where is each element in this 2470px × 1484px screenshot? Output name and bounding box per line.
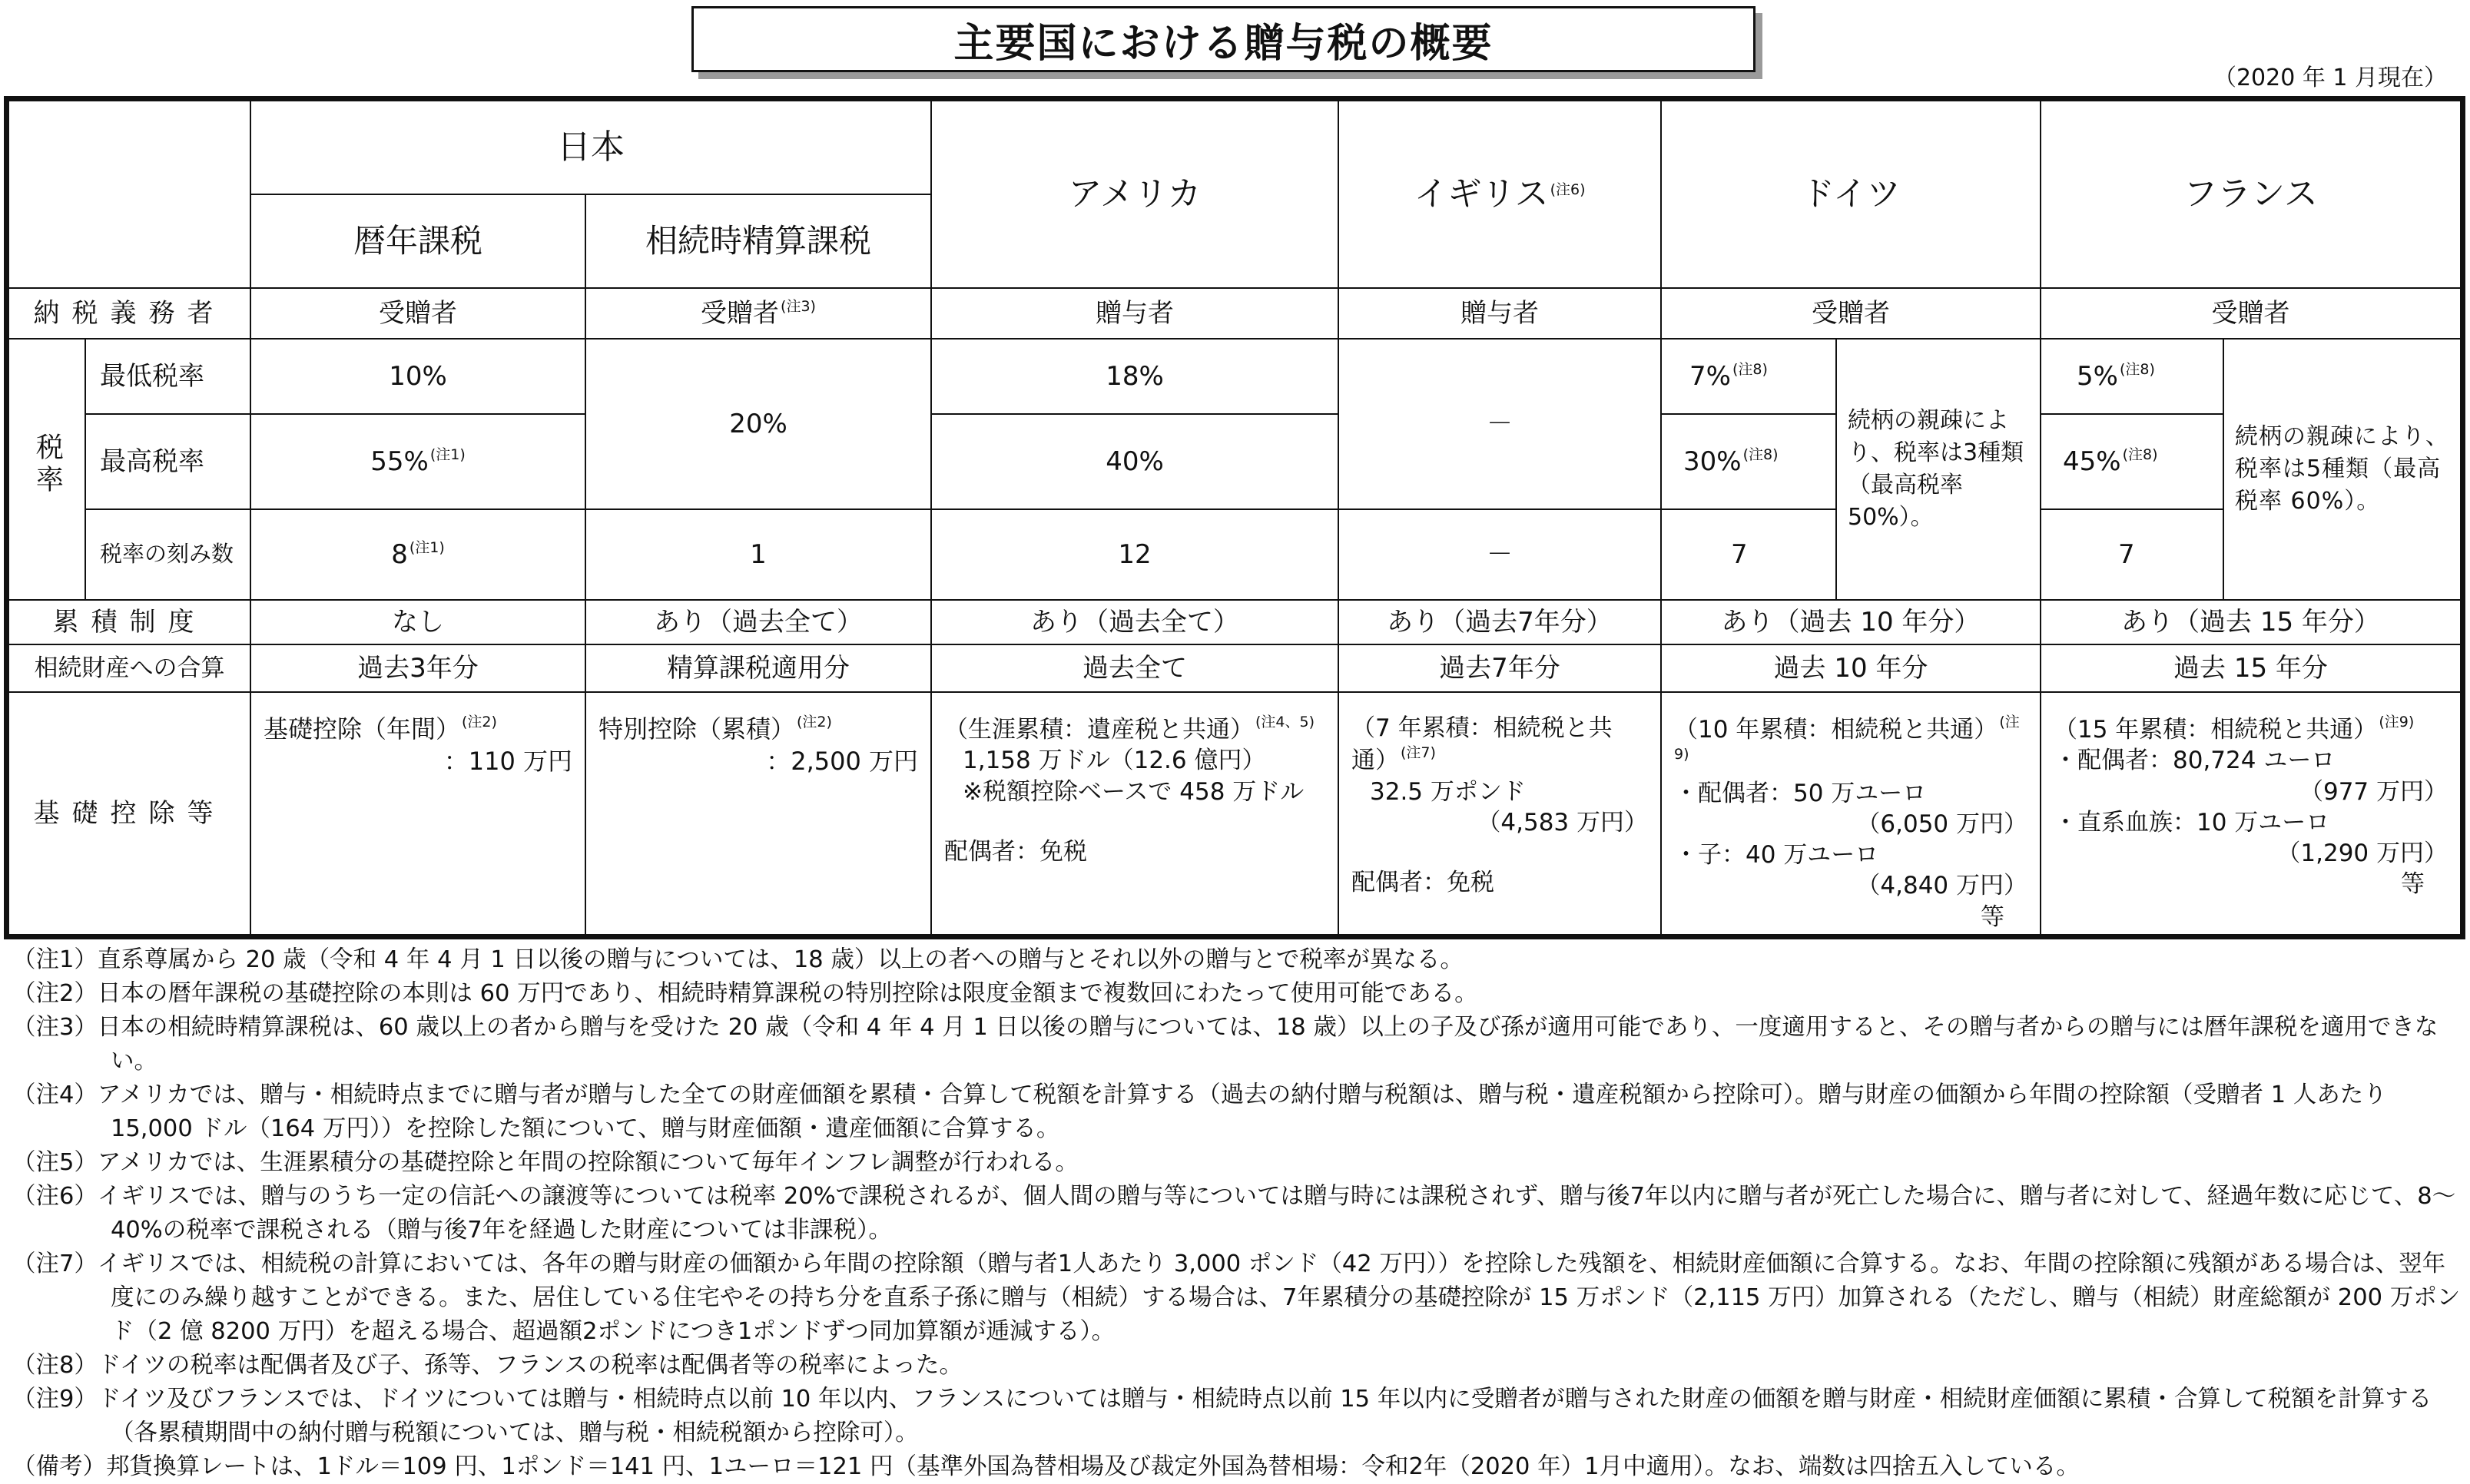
- deduct-fr-line2: ・配偶者：80,724 ユーロ: [2054, 747, 2336, 775]
- steps-jp-annual-value: 8: [391, 538, 408, 570]
- accum-de: あり（過去 10 年分）: [1661, 600, 2041, 644]
- accum-usa: あり（過去全て）: [931, 600, 1338, 644]
- merge-jp-annual: 過去3年分: [250, 644, 585, 692]
- min-rate-jp-annual: 10%: [250, 339, 585, 414]
- deduct-de-line6: 等: [1981, 903, 2004, 931]
- deduct-de-line3: （6,050 万円）: [1856, 810, 2027, 838]
- deduct-de-line2: ・配偶者：50 万ユーロ: [1674, 779, 1927, 807]
- row-label-accumulation: 累積制度: [8, 600, 250, 644]
- corner-cell: [8, 101, 250, 288]
- max-rate-jp-annual: [250, 414, 585, 509]
- deduct-uk-line2: 32.5 万ポンド: [1370, 777, 1526, 806]
- rate-jp-settle: 20%: [585, 339, 931, 509]
- steps-uk: －: [1338, 509, 1661, 600]
- header-uk-label: イギリス: [1414, 174, 1549, 214]
- tax-rate-label-text: 税率: [31, 432, 64, 498]
- accum-fr: あり（過去 15 年分）: [2041, 600, 2461, 644]
- deduct-fr: [2041, 692, 2461, 935]
- header-japan-annual: 暦年課税: [250, 194, 585, 288]
- row-label-steps: 税率の刻み数: [85, 509, 250, 600]
- deduct-fr-line4: ・直系血族：10 万ユーロ: [2054, 808, 2330, 836]
- taxpayer-jp-settle-value: 受贈者: [701, 297, 780, 329]
- steps-fr: 7: [2041, 509, 2223, 600]
- rate-note-fr: 続柄の親疎により、税率は5種類（最高税率 60%）。: [2223, 339, 2461, 600]
- min-rate-de-value: 7%: [1689, 360, 1731, 392]
- deduct-jp-settle: [585, 692, 931, 935]
- min-rate-fr-value: 5%: [2077, 360, 2118, 392]
- deduct-usa: [931, 692, 1338, 935]
- deduct-uk-line4: 配偶者：免税: [1351, 869, 1494, 897]
- deduct-uk-line1: [1351, 713, 1648, 777]
- deduct-fr-note: (注9): [2379, 714, 2415, 730]
- row-label-deduction: 基礎控除等: [8, 692, 250, 935]
- row-label-taxpayer: 納税義務者: [8, 288, 250, 339]
- header-france: フランス: [2041, 101, 2461, 288]
- steps-jp-annual: [250, 509, 585, 600]
- max-rate-jp-annual-note: (注1): [429, 446, 466, 463]
- taxpayer-jp-settle-note: (注3): [781, 297, 816, 315]
- min-rate-fr: [2041, 339, 2223, 414]
- max-rate-usa: 40%: [931, 414, 1338, 509]
- min-rate-usa: 18%: [931, 339, 1338, 414]
- steps-jp-annual-note: (注1): [409, 538, 445, 556]
- accum-jp-annual: なし: [250, 600, 585, 644]
- deduct-jp-annual: [250, 692, 585, 935]
- header-japan: 日本: [250, 101, 931, 194]
- deduct-jp-annual-line1-text: 基礎控除（年間）: [264, 714, 461, 744]
- header-japan-settlement: 相続時精算課税: [585, 194, 931, 288]
- taxpayer-de: 受贈者: [1661, 288, 2041, 339]
- deduct-fr-line1: [2054, 713, 2448, 745]
- header-uk-note: (注6): [1550, 181, 1586, 199]
- max-rate-fr-value: 45%: [2063, 446, 2121, 477]
- footnote-7: （注7）イギリスでは、相続税の計算においては、各年の贈与財産の価額から年間の控除額（贈与者1人あたり 3,000 ポンド（42 万円））を控除した残額を、相続財産価額に合算する。なお、年間の控除額に残額がある場合は、翌年度にのみ繰り越すことができる。また、居住している住宅やその持ち分を直系子孫に贈与（相続）する場合は、7年累積分の基礎控除が 15 万ポンド（2,115 万円）加算される（ただし、贈与（相続）財産総額が 200 万ポンド（2 億 8200 万円）を超える場合、超過額2ポンドにつき1ポンドずつ同加算額が逓減する）。: [12, 1250, 2461, 1345]
- taxpayer-uk: 贈与者: [1338, 288, 1661, 339]
- deduct-fr-line1-text: （15 年累積：相続税と共通）: [2054, 716, 2378, 744]
- steps-de: 7: [1661, 509, 1836, 600]
- deduct-de-line4: ・子：40 万ユーロ: [1674, 841, 1879, 870]
- deduct-usa-note: (注4、5): [1255, 714, 1315, 730]
- deduct-usa-line1-text: （生涯累積：遺産税と共通）: [944, 716, 1254, 744]
- min-rate-de: [1661, 339, 1836, 414]
- rate-note-de: 続柄の親疎により、税率は3種類（最高税率 50%）。: [1836, 339, 2041, 600]
- footnote-4: （注4）アメリカでは、贈与・相続時点までに贈与者が贈与した全ての財産価額を累積・合算して税額を計算する（過去の納付贈与税額は、贈与税・遺産税額から控除可）。贈与財産の価額から年間の控除額（受贈者 1 人あたり 15,000 ドル（164 万円））を控除した額について、贈与財産価額・遺産価額に合算する。: [12, 1082, 2387, 1142]
- rate-uk: －: [1338, 339, 1661, 509]
- row-label-min-rate: 最低税率: [85, 339, 250, 414]
- deduct-usa-line2: 1,158 万ドル（12.6 億円）: [963, 747, 1266, 775]
- row-label-tax-rate: [8, 339, 85, 600]
- deduct-usa-line1: [944, 713, 1325, 745]
- steps-jp-settle: 1: [585, 509, 931, 600]
- accum-uk: あり（過去7年分）: [1338, 600, 1661, 644]
- deduct-fr-line6: 等: [2401, 870, 2425, 899]
- max-rate-de-note: (注8): [1742, 446, 1779, 463]
- header-usa: アメリカ: [931, 101, 1338, 288]
- merge-de: 過去 10 年分: [1661, 644, 2041, 692]
- deduct-uk-note: (注7): [1401, 744, 1436, 762]
- deduct-fr-line5: （1,290 万円）: [2276, 840, 2448, 868]
- merge-uk: 過去7年分: [1338, 644, 1661, 692]
- header-germany: ドイツ: [1661, 101, 2041, 288]
- merge-usa: 過去全て: [931, 644, 1338, 692]
- header-uk: [1338, 101, 1661, 288]
- footnote-3: （注3）日本の相続時精算課税は、60 歳以上の者から贈与を受けた 20 歳（令和 4 年 4 月 1 日以後の贈与については、18 歳）以上の子及び孫が適用可能であり、一度適用すると、その贈与者からの贈与には暦年課税を適用できない。: [12, 1014, 2439, 1075]
- footnote-2: （注2）日本の暦年課税の基礎控除の本則は 60 万円であり、相続時精算課税の特別控除は限度金額まで複数回にわたって使用可能である。: [12, 980, 1478, 1007]
- taxpayer-fr: 受贈者: [2041, 288, 2461, 339]
- deduct-usa-line4: 配偶者：免税: [944, 837, 1087, 866]
- deduct-uk: [1338, 692, 1661, 935]
- taxpayer-jp-settle: [585, 288, 931, 339]
- deduct-fr-line3: （977 万円）: [2299, 777, 2448, 806]
- max-rate-de: [1661, 414, 1836, 509]
- steps-usa: 12: [931, 509, 1338, 600]
- deduct-usa-line3: ※税額控除ベースで 458 万ドル: [963, 777, 1305, 806]
- footnote-5: （注5）アメリカでは、生涯累積分の基礎控除と年間の控除額について毎年インフレ調整が行われる。: [12, 1149, 1079, 1176]
- deduct-jp-settle-line2: ：2,500 万円: [766, 746, 918, 776]
- max-rate-fr: [2041, 414, 2223, 509]
- deduct-jp-settle-note: (注2): [797, 714, 832, 730]
- deduct-de-line1: [1674, 713, 2027, 778]
- max-rate-fr-note: (注8): [2122, 446, 2158, 463]
- page-title: 主要国における贈与税の概要: [691, 6, 1756, 72]
- deduct-jp-settle-line1-text: 特別控除（累積）: [598, 714, 796, 744]
- deduct-jp-annual-line1: [264, 713, 572, 746]
- deduct-uk-line3: （4,583 万円）: [1477, 808, 1648, 836]
- footnotes: [12, 943, 2463, 1484]
- max-rate-de-value: 30%: [1683, 446, 1742, 477]
- deduct-jp-annual-line2: ：110 万円: [443, 746, 572, 776]
- footnote-9: （注9）ドイツ及びフランスでは、ドイツについては贈与・相続時点以前 10 年以内、フランスについては贈与・相続時点以前 15 年以内に受贈者が贈与された財産の価額を贈与財産・相続財産価額に累積・合算して税額を計算する（各累積期間中の納付贈与税額については、贈与税・相続税額から控除可）。: [12, 1386, 2432, 1446]
- deduct-uk-line1-text: （7 年累積：相続税と共通）: [1351, 714, 1613, 775]
- footnote-8: （注8）ドイツの税率は配偶者及び子、孫等、フランスの税率は配偶者等の税率によった。: [12, 1352, 963, 1379]
- row-label-inheritance-merge: 相続財産への合算: [8, 644, 250, 692]
- gift-tax-comparison-table: [8, 100, 2462, 936]
- max-rate-jp-annual-value: 55%: [370, 446, 429, 477]
- deduct-de-note: (注9): [1674, 714, 2020, 764]
- deduct-jp-annual-note: (注2): [462, 714, 497, 730]
- deduct-de: [1661, 692, 2041, 935]
- merge-jp-settle: 精算課税適用分: [585, 644, 931, 692]
- min-rate-de-note: (注8): [1732, 360, 1768, 378]
- footnote-6: （注6）イギリスでは、贈与のうち一定の信託への譲渡等については税率 20%で課税されるが、個人間の贈与等については贈与時には課税されず、贈与後7年以内に贈与者が死亡した場合に、贈与者に対して、経過年数に応じて、8～40%の税率で課税される（贈与後7年を経過した財産については非課税）。: [12, 1183, 2456, 1244]
- deduct-jp-settle-line1: [598, 713, 918, 746]
- footnote-remarks: （備考）邦貨換算レートは、1ドル＝109 円、1ポンド＝141 円、1ユーロ＝121 円（基準外国為替相場及び裁定外国為替相場：令和2年（2020 年）1月中適用）。なお、端数は四捨五入している。: [12, 1453, 2080, 1480]
- min-rate-fr-note: (注8): [2119, 360, 2155, 378]
- taxpayer-jp-annual: 受贈者: [250, 288, 585, 339]
- taxpayer-usa: 贈与者: [931, 288, 1338, 339]
- deduct-de-line5: （4,840 万円）: [1856, 872, 2027, 900]
- merge-fr: 過去 15 年分: [2041, 644, 2461, 692]
- accum-jp-settle: あり（過去全て）: [585, 600, 931, 644]
- row-label-max-rate: 最高税率: [85, 414, 250, 509]
- deduct-de-line1-text: （10 年累積：相続税と共通）: [1674, 716, 1998, 744]
- footnote-1: （注1）直系尊属から 20 歳（令和 4 年 4 月 1 日以後の贈与については、18 歳）以上の者への贈与とそれ以外の贈与とで税率が異なる。: [12, 946, 1464, 973]
- as-of-date: （2020 年 1 月現在）: [2213, 65, 2447, 91]
